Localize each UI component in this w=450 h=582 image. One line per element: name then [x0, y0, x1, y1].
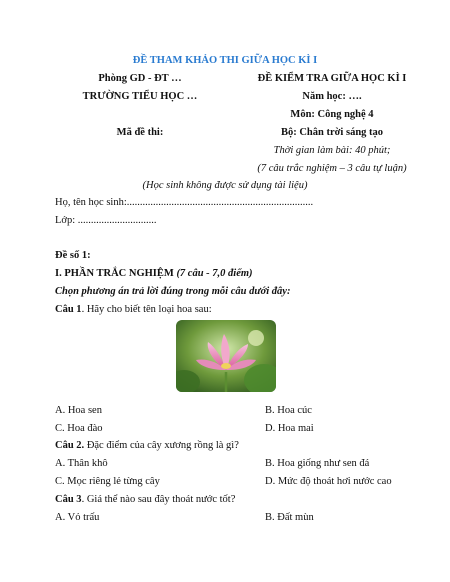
lotus-flower-image	[176, 320, 276, 392]
option-b: B. Hoa giống như sen đá	[265, 458, 370, 469]
option-b: B. Hoa cúc	[265, 405, 312, 416]
option-c: C. Hoa đào	[55, 423, 103, 434]
question-2	[55, 440, 239, 451]
option-a: A. Thân khô	[55, 458, 108, 469]
option-d: D. Hoa mai	[265, 423, 314, 434]
option-a: A. Vỏ trấu	[55, 512, 100, 523]
question-label: Câu 2.	[55, 440, 85, 451]
question-label: Câu 3	[55, 494, 82, 505]
question-3	[55, 494, 235, 505]
section-title	[55, 268, 253, 279]
document-title: ĐỀ THAM KHẢO THI GIỮA HỌC KÌ I	[132, 55, 318, 66]
question-text: . Giá thể nào sau đây thoát nước tốt?	[81, 494, 236, 505]
question-count: (7 câu trắc nghiệm – 3 câu tự luận)	[257, 163, 407, 174]
section-score: (7 câu - 7,0 điểm)	[176, 268, 253, 279]
question-label: Câu 1	[55, 304, 82, 315]
class-field: Lớp: ..............................	[55, 215, 157, 226]
option-c: C. Mọc riêng lẻ từng cây	[55, 476, 160, 487]
question-text: Đặc điểm của cây xương rồng là gì?	[84, 440, 239, 451]
department-label: Phòng GD - ĐT …	[98, 73, 182, 84]
exam-code-label: Mã đề thi:	[116, 127, 164, 138]
materials-note: (Học sinh không được sử dụng tài liệu)	[142, 180, 308, 191]
student-name-field: Họ, tên học sinh:.......................................................................	[55, 197, 314, 208]
question-text: . Hãy cho biết tên loại hoa sau:	[81, 304, 212, 315]
subject: Môn: Công nghệ 4	[290, 109, 374, 120]
school-year: Năm học: ….	[302, 91, 362, 102]
section-instruction: Chọn phương án trả lời đúng trong mỗi câu dưới đây:	[55, 286, 291, 297]
question-1	[55, 304, 212, 315]
lotus-flower-icon	[176, 320, 276, 392]
time-limit: Thời gian làm bài: 40 phút;	[273, 145, 391, 156]
exam-number: Đề số 1:	[55, 250, 91, 261]
section-title-text: I. PHẦN TRẮC NGHIỆM	[55, 268, 174, 279]
exam-heading: ĐỀ KIỂM TRA GIỮA HỌC KÌ I	[257, 73, 407, 84]
option-a: A. Hoa sen	[55, 405, 102, 416]
textbook-series: Bộ: Chân trời sáng tạo	[280, 127, 384, 138]
option-b: B. Đất mùn	[265, 512, 314, 523]
option-d: D. Mức độ thoát hơi nước cao	[265, 476, 392, 487]
school-label: TRƯỜNG TIỂU HỌC …	[82, 91, 198, 102]
